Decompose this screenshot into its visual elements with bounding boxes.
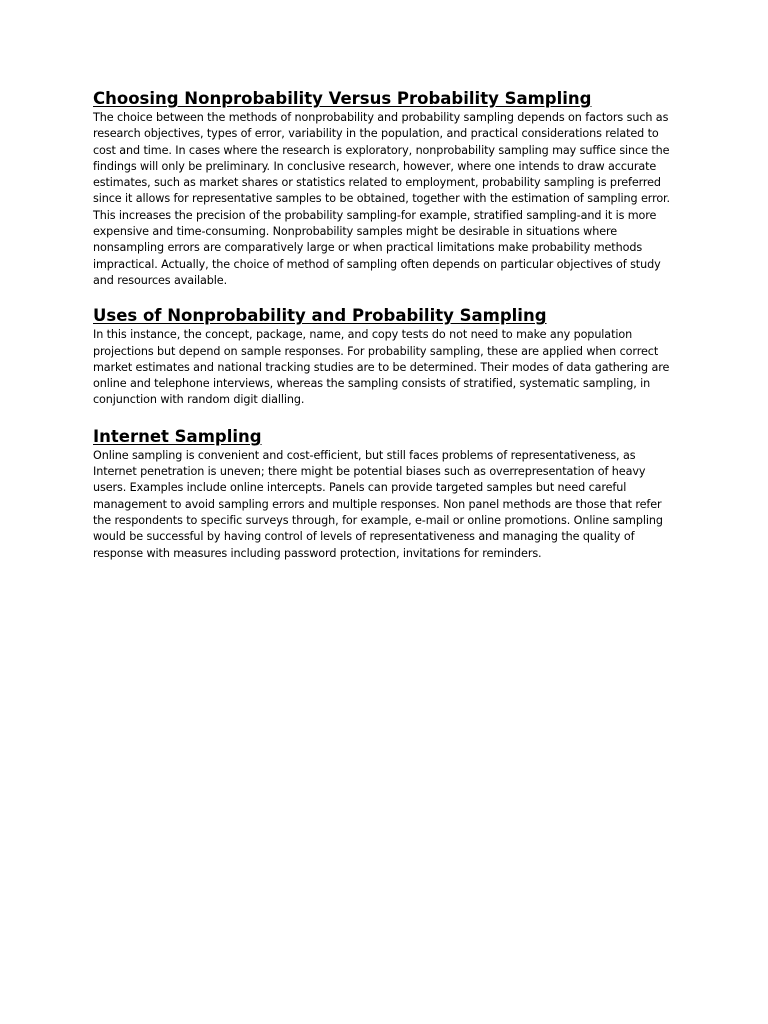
section-heading: Internet Sampling xyxy=(93,426,262,446)
section-uses-of-sampling xyxy=(93,305,678,408)
section-body: Online sampling is convenient and cost-efficient, but still faces problems of representativeness, as Internet penetration is uneven; there might be potential biases such as overrepresentation of heavy users. Examples include online intercepts. Panels can provide targeted samples but need careful management to avoid sampling errors and multiple responses. Non panel methods are those that refer the respondents to specific surveys through, for example, e-mail or online promotions. Online sampling would be successful by having control of levels of representativeness and managing the quality of response with measures including password protection, invitations for reminders. xyxy=(93,448,663,560)
document-page xyxy=(93,88,678,562)
section-heading: Uses of Nonprobability and Probability Sampling xyxy=(93,306,547,326)
section-body: In this instance, the concept, package, name, and copy tests do not need to make any population projections but depend on sample responses. For probability sampling, these are applied when correct market estimates and national tracking studies are to be determined. Their modes of data gathering are online and telephone interviews, whereas the sampling consists of stratified, systematic sampling, in conjunction with random digit dialling. xyxy=(93,328,670,407)
section-heading: Choosing Nonprobability Versus Probability Sampling xyxy=(93,89,592,108)
section-choosing-sampling xyxy=(93,88,678,289)
section-internet-sampling xyxy=(93,426,678,562)
section-body: The choice between the methods of nonprobability and probability sampling depends on factors such as research objectives, types of error, variability in the population, and practical considerations related to cost and time. In cases where the research is exploratory, nonprobability sampling may suffice since the findings will only be preliminary. In conclusive research, however, where one intends to draw accurate estimates, such as market shares or statistics related to employment, probability sampling is preferred since it allows for representative samples to be obtained, together with the estimation of sampling error. This increases the precision of the probability sampling-for example, stratified sampling-and it is more expensive and time-consuming. Nonprobability samples might be desirable in situations where nonsampling errors are comparatively large or when practical limitations make probability methods impractical. Actually, the choice of method of sampling often depends on particular objectives of study and resources available. xyxy=(93,111,670,287)
